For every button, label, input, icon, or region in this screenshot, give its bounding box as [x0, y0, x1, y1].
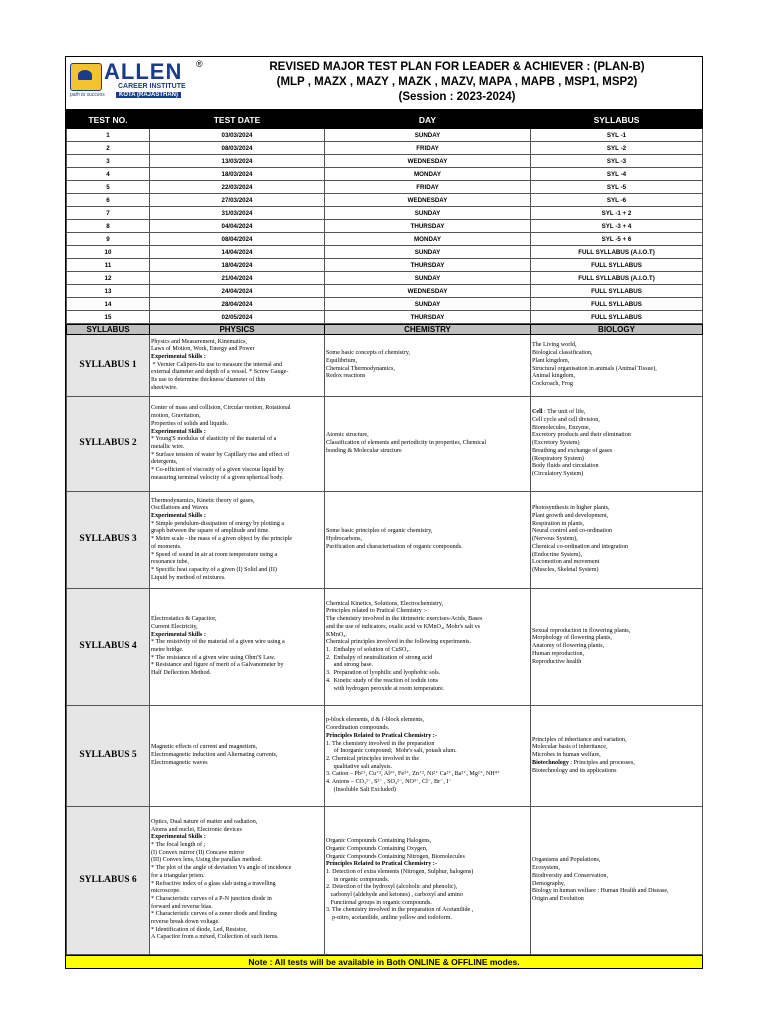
title-line-2: (MLP , MAZX , MAZY , MAZK , MAZV, MAPA , MAPB , MSP1, MSP2) — [276, 76, 638, 88]
schedule-cell: SYL -2 — [531, 142, 703, 155]
schedule-row — [67, 194, 703, 207]
chemistry-line: Chemical Kinetics, Solutions, Electrochemistry, — [326, 600, 444, 607]
biology-line: Principles of inheritance and variation, — [532, 736, 627, 743]
schedule-cell: 14 — [67, 298, 150, 311]
schedule-cell: 24/04/2024 — [150, 285, 325, 298]
schedule-cell: 02/05/2024 — [150, 311, 325, 324]
schedule-row — [67, 259, 703, 272]
logo-institute: CAREER INSTITUTE — [118, 83, 186, 90]
chemistry-line: Hydrocarbons, — [326, 536, 363, 543]
biology-cell — [531, 706, 703, 807]
syllabus-name: SYLLABUS 3 — [67, 492, 150, 589]
syllabus-row — [67, 492, 703, 589]
chemistry-cell — [325, 335, 531, 397]
biology-line: (Excretory System) — [532, 440, 580, 447]
chemistry-line: Classification of elements and periodicity in properties, Chemical — [326, 440, 487, 447]
physics-line: A Capacitor from a mixed, Collection of such items. — [151, 934, 279, 941]
schedule-row — [67, 207, 703, 220]
document-page — [65, 56, 703, 969]
physics-line: Magnetic effects of current and magnetism, — [151, 744, 258, 751]
biology-line: Origin and Evolution — [532, 895, 584, 902]
chemistry-line: Organic Compounds Containing Halogens, — [326, 838, 432, 845]
biology-line: Breathing and exchange of gases — [532, 447, 613, 454]
syllabus-name: SYLLABUS 4 — [67, 589, 150, 706]
physics-line: * Characteristic curves of a P-N junction diode in — [151, 895, 272, 902]
schedule-cell: MONDAY — [325, 168, 531, 181]
chemistry-line: 1. The chemistry involved in the preparation — [326, 740, 435, 747]
biology-line: (Circulatory System) — [532, 470, 584, 477]
physics-line: Experimental Skills : — [151, 353, 206, 360]
chemistry-line: Coordination compounds. — [326, 725, 390, 732]
test-schedule-table — [66, 110, 703, 324]
schedule-cell: 1 — [67, 129, 150, 142]
chemistry-line: qualitative salt analysis. — [326, 763, 393, 770]
chemistry-line: bonding & Molecular structure — [326, 447, 402, 454]
syllabus-row — [67, 397, 703, 492]
schedule-cell: SYL -5 — [531, 181, 703, 194]
schedule-cell: SUNDAY — [325, 207, 531, 220]
biology-line: Photosynthesis in higher plants, — [532, 505, 610, 512]
physics-line: * Simple pendulum-dissipation of energy by plotting a — [151, 520, 285, 527]
biology-line: Biotechnology and its applications — [532, 767, 617, 774]
syllabus-row — [67, 335, 703, 397]
physics-line: Half Deflection Method. — [151, 670, 212, 677]
biology-line: Cell cycle and cell division, — [532, 417, 600, 424]
physics-line: for a triangular prism. — [151, 872, 205, 879]
schedule-header-cell: SYLLABUS — [531, 111, 703, 129]
schedule-cell: SYL -6 — [531, 194, 703, 207]
chemistry-line: 4. Anions – CO₃²⁻, S²⁻ , SO₄²⁻, NO³⁻, Cl⁻, Br⁻, I⁻ — [326, 779, 452, 786]
biology-line: Biomolecules, Enzyme, — [532, 424, 591, 431]
chemistry-line: Organic Compounds Containing Oxygen, — [326, 845, 428, 852]
physics-cell — [150, 397, 325, 492]
schedule-cell: WEDNESDAY — [325, 155, 531, 168]
allen-emblem-icon — [70, 63, 102, 91]
biology-line: Body fluids and circulation — [532, 463, 599, 470]
syllabus-header-cell: CHEMISTRY — [325, 325, 531, 335]
physics-line: * The focal length of ; — [151, 841, 206, 848]
chemistry-line: Chemical Thermodynamics, — [326, 365, 395, 372]
schedule-cell: FRIDAY — [325, 142, 531, 155]
syllabus-name: SYLLABUS 2 — [67, 397, 150, 492]
physics-line: metre bridge. — [151, 647, 184, 653]
chemistry-line: 3. The chemistry involved in the preparation of Acetanilide , — [326, 907, 474, 914]
schedule-row — [67, 246, 703, 259]
physics-line: * The resistance of a given wire using Ohm'S Law. — [151, 654, 276, 661]
chemistry-line: Chemical principles involved in the following experiments. — [326, 639, 472, 646]
biology-line: The Living world, — [532, 342, 577, 349]
physics-line: Experimental Skills : — [151, 428, 206, 435]
schedule-cell: SUNDAY — [325, 272, 531, 285]
schedule-cell: FULL SYLLABUS — [531, 259, 703, 272]
chemistry-line: Atomic structure, — [326, 432, 369, 439]
document-header — [66, 57, 702, 110]
syllabus-table — [66, 324, 703, 955]
physics-cell — [150, 492, 325, 589]
schedule-row — [67, 233, 703, 246]
schedule-cell: 10 — [67, 246, 150, 259]
biology-line: Biological classification, — [532, 350, 593, 357]
physics-line: Experimental Skills : — [151, 834, 206, 841]
biology-line: Reproductive health — [532, 658, 582, 665]
physics-line: Electromagnetic waves — [151, 759, 208, 766]
schedule-row — [67, 311, 703, 324]
physics-line: * Resistance and figure of merit of a Galvanometer by — [151, 662, 284, 669]
biology-line: Morphology of flowering plants, — [532, 635, 612, 642]
schedule-cell: THURSDAY — [325, 220, 531, 233]
biology-line: Cockroach, Frog — [532, 380, 573, 387]
physics-line: reverse break down voltage. — [151, 919, 220, 926]
schedule-cell: WEDNESDAY — [325, 194, 531, 207]
schedule-cell: 13/03/2024 — [150, 155, 325, 168]
chemistry-cell — [325, 589, 531, 706]
logo-location: KOTA (RAJASTHAN) — [116, 92, 181, 98]
biology-cell — [531, 589, 703, 706]
schedule-cell: SUNDAY — [325, 129, 531, 142]
physics-line: sheet/wire. — [151, 384, 178, 391]
syllabus-body — [67, 335, 703, 955]
chemistry-line: 1. Enthalpy of solution of CuSO₄. — [326, 647, 411, 653]
chemistry-line: 3. Preparation of lyophilic and lyophobic sols. — [326, 670, 441, 677]
chemistry-line: The chemistry involved in the titrimetric exercises-Acids, Bases — [326, 616, 483, 623]
schedule-cell: SYL -4 — [531, 168, 703, 181]
chemistry-line: 2. Detection of the hydroxyl (alcoholic and phenolic), — [326, 884, 458, 891]
document-title — [216, 60, 698, 105]
chemistry-line: Some basic concepts of chemistry, — [326, 350, 411, 357]
physics-line: of moments. — [151, 543, 182, 550]
chemistry-line: Some basic principles of organic chemistry, — [326, 528, 433, 535]
physics-line: Oscillations and Waves — [151, 505, 208, 512]
schedule-cell: 11 — [67, 259, 150, 272]
physics-cell — [150, 335, 325, 397]
schedule-row — [67, 129, 703, 142]
schedule-row — [67, 142, 703, 155]
physics-line: external diameter and depth of a vessel. * Screw Gauge- — [151, 369, 289, 376]
chemistry-line: with hydrogen peroxide at room temperature. — [326, 685, 445, 692]
schedule-cell: 4 — [67, 168, 150, 181]
schedule-row — [67, 298, 703, 311]
chemistry-cell — [325, 397, 531, 492]
physics-line: resonance tube, — [151, 559, 189, 566]
schedule-cell: FULL SYLLABUS (A.I.O.T) — [531, 272, 703, 285]
physics-line: Thermodynamics, Kinetic theory of gases, — [151, 497, 255, 504]
physics-cell — [150, 589, 325, 706]
schedule-cell: 7 — [67, 207, 150, 220]
biology-line: (Respiratory System) — [532, 455, 584, 462]
biology-line: Molecular basis of inheritance, — [532, 744, 608, 751]
schedule-cell: 08/04/2024 — [150, 233, 325, 246]
biology-line: Plant growth and development, — [532, 513, 609, 520]
biology-line: Anatomy of flowering plants, — [532, 643, 605, 650]
title-line-1: REVISED MAJOR TEST PLAN FOR LEADER & ACHIEVER : (PLAN-B) — [269, 61, 645, 73]
schedule-row — [67, 181, 703, 194]
schedule-cell: MONDAY — [325, 233, 531, 246]
biology-line: Structural organisation in animals (Animal Tissue), — [532, 365, 657, 372]
schedule-cell: 2 — [67, 142, 150, 155]
biology-line: Locomotion and movement — [532, 559, 600, 566]
schedule-cell: 27/03/2024 — [150, 194, 325, 207]
chemistry-line: (Insoluble Salt Excluded) — [326, 786, 396, 793]
syllabus-header-cell: SYLLABUS — [67, 325, 150, 335]
chemistry-line: p-block elements, d & f-block elements, — [326, 717, 424, 724]
physics-line: Center of mass and collision, Circular motion, Rotational — [151, 405, 291, 412]
schedule-cell: FULL SYLLABUS — [531, 298, 703, 311]
biology-cell — [531, 807, 703, 955]
chemistry-line: Principles Related to Pratical Chemistry :- — [326, 861, 437, 868]
syllabus-header-cell: BIOLOGY — [531, 325, 703, 335]
chemistry-line: Principles Related to Pratical Chemistry :- — [326, 732, 437, 739]
syllabus-row — [67, 807, 703, 955]
biology-line: Biotechnology : Principles and processes, — [532, 759, 635, 766]
schedule-cell: 12 — [67, 272, 150, 285]
biology-line: (Muscles, Skeletal System) — [532, 566, 599, 573]
chemistry-line: Organic Compounds Containing Nitrogen, Biomolecules — [326, 853, 465, 860]
biology-line: (Endocrine System), — [532, 551, 583, 558]
chemistry-line: Equilibrium, — [326, 357, 357, 364]
schedule-cell: 14/04/2024 — [150, 246, 325, 259]
chemistry-line: 2. Chemical principles involved in the — [326, 756, 420, 762]
physics-line: * Metre scale - the mass of a given object by the principle — [151, 536, 293, 543]
biology-line: Cell : The unit of life, — [532, 409, 586, 416]
physics-line: Physics and Measurement, Kinematics, — [151, 338, 247, 345]
chemistry-line: 4. Kinetic study of the reaction of iodide ions — [326, 677, 439, 684]
chemistry-line: 3. Cation – Pb²⁺, Cu⁺², Al³⁺, Fe³⁺, Zn⁺², Ni²⁺ Ca²⁺, Ba²⁺, Mg²⁺, NH⁴⁺ — [326, 771, 501, 778]
schedule-cell: 5 — [67, 181, 150, 194]
schedule-cell: 6 — [67, 194, 150, 207]
schedule-header-cell: DAY — [325, 111, 531, 129]
schedule-cell: WEDNESDAY — [325, 285, 531, 298]
schedule-cell: SYL -3 + 4 — [531, 220, 703, 233]
syllabus-name: SYLLABUS 5 — [67, 706, 150, 807]
title-line-3: (Session : 2023-2024) — [398, 91, 516, 103]
biology-line: Biodiversity and Conservation, — [532, 872, 608, 879]
schedule-cell: FRIDAY — [325, 181, 531, 194]
biology-line: Neural control and co-ordination — [532, 528, 613, 535]
biology-line: Human reproduction, — [532, 650, 585, 657]
biology-cell — [531, 335, 703, 397]
physics-line: * Co-efficient of viscosity of a given viscous liquid by — [151, 467, 284, 474]
physics-line: graph between the square of amplitude and time. — [151, 528, 270, 535]
schedule-cell: SYL -1 — [531, 129, 703, 142]
biology-line: Organisms and Populations, — [532, 857, 601, 864]
physics-line: * Young'S modulus of elasticity of the material of a — [151, 436, 277, 443]
schedule-cell: 22/03/2024 — [150, 181, 325, 194]
schedule-header-row — [67, 111, 703, 129]
logo-registered-mark: ® — [196, 59, 203, 69]
schedule-cell: FULL SYLLABUS — [531, 285, 703, 298]
physics-line: Its use to determine thickness/ diameter of thin — [151, 377, 266, 384]
schedule-row — [67, 220, 703, 233]
schedule-cell: FULL SYLLABUS (A.I.O.T) — [531, 246, 703, 259]
physics-line: (III) Convex lens, Using the parallax method. — [151, 857, 263, 864]
chemistry-line: Purification and characterisation of organic compounds. — [326, 543, 463, 550]
chemistry-line: KMnO₄. — [326, 631, 347, 638]
biology-line: Animal kingdom, — [532, 373, 575, 380]
physics-line: Experimental Skills : — [151, 631, 206, 638]
biology-cell — [531, 492, 703, 589]
chemistry-line: 2. Enthalpy of neutralization of strong acid — [326, 654, 433, 661]
physics-line: Liquid by method of mixtures. — [151, 574, 226, 581]
physics-line: measuring terminal velocity of a given spherical body. — [151, 474, 284, 481]
biology-line: Microbes in human welfare, — [532, 752, 601, 759]
physics-line: Atoms and nuclei, Electronic devices — [151, 826, 242, 833]
physics-cell — [150, 807, 325, 955]
chemistry-line: p-nitro, acetanilide, aniline yellow and iodoform. — [326, 915, 452, 922]
syllabus-name: SYLLABUS 6 — [67, 807, 150, 955]
physics-line: (I) Convex mirror (II) Concave mirror — [151, 849, 245, 856]
schedule-cell: 18/03/2024 — [150, 168, 325, 181]
schedule-header-cell: TEST NO. — [67, 111, 150, 129]
biology-cell — [531, 397, 703, 492]
chemistry-line: Functional groups in organic compounds. — [326, 899, 432, 906]
biology-line: Biology in human welfare : Human Health and Disease, — [532, 888, 669, 895]
biology-line: Sexual reproduction in flowering plants, — [532, 627, 631, 634]
chemistry-cell — [325, 807, 531, 955]
schedule-cell: THURSDAY — [325, 311, 531, 324]
syllabus-row — [67, 589, 703, 706]
physics-line: * The plot of the angle of deviation Vs angle of incidence — [151, 865, 292, 872]
schedule-cell: 3 — [67, 155, 150, 168]
chemistry-line: Principles related to Pratical Chemistry :- — [326, 608, 428, 615]
physics-line: * Vernier Calipers-Its use to measure the internal and — [151, 361, 283, 368]
physics-line: Properties of solids and liquids. — [151, 420, 229, 427]
physics-line: * Surface tension of water by Capillary rise and effect of — [151, 451, 290, 458]
physics-line: forward and reverse bias. — [151, 903, 213, 910]
biology-line: Excretory products and their elimination — [532, 432, 631, 439]
physics-line: * Speed of sound in air at room temperature using a — [151, 551, 278, 558]
biology-line: Respiration in plants, — [532, 520, 584, 527]
physics-line: metallic wire. — [151, 444, 185, 450]
schedule-row — [67, 272, 703, 285]
syllabus-row — [67, 706, 703, 807]
schedule-cell: 04/04/2024 — [150, 220, 325, 233]
schedule-cell: 9 — [67, 233, 150, 246]
biology-line: Ecosystem, — [532, 865, 560, 872]
schedule-cell: 15 — [67, 311, 150, 324]
schedule-cell: 28/04/2024 — [150, 298, 325, 311]
physics-cell — [150, 706, 325, 807]
physics-line: * The resistivity of the material of a given wire using a — [151, 639, 285, 646]
schedule-cell: SYL -5 + 6 — [531, 233, 703, 246]
schedule-cell: 13 — [67, 285, 150, 298]
biology-line: Demography, — [532, 880, 565, 887]
schedule-row — [67, 155, 703, 168]
syllabus-header-cell: PHYSICS — [150, 325, 325, 335]
physics-line: Optics, Dual nature of matter and radiation, — [151, 818, 258, 825]
chemistry-line: carbonyl (aldehyde and ketones) , carboxyl and amino — [326, 892, 463, 899]
physics-line: Laws of Motion, Work, Energy and Power — [151, 346, 255, 353]
physics-line: * Identification of diode, Led, Resistor, — [151, 926, 247, 933]
logo-tagline: path to success — [70, 92, 105, 98]
chemistry-line: and strong base. — [326, 662, 374, 669]
schedule-cell: SUNDAY — [325, 246, 531, 259]
physics-line: microscope. — [151, 888, 181, 895]
logo-name: ALLEN — [104, 59, 183, 84]
physics-line: motion, Gravitation, — [151, 413, 201, 420]
biology-line: (Nervous System), — [532, 536, 578, 543]
schedule-cell: THURSDAY — [325, 259, 531, 272]
allen-logo — [68, 59, 208, 107]
physics-line: * Characteristic curves of a zener diode and finding — [151, 911, 277, 918]
biology-line: Plant kingdom, — [532, 357, 570, 364]
schedule-cell: 03/03/2024 — [150, 129, 325, 142]
biology-line: Chemical co-ordination and integration — [532, 543, 628, 550]
schedule-cell: SYL -1 + 2 — [531, 207, 703, 220]
schedule-cell: 31/03/2024 — [150, 207, 325, 220]
schedule-cell: 21/04/2024 — [150, 272, 325, 285]
schedule-body — [67, 129, 703, 324]
physics-line: Experimental Skills : — [151, 513, 206, 520]
chemistry-line: Redox reactions — [326, 373, 366, 380]
schedule-header-cell: TEST DATE — [150, 111, 325, 129]
physics-line: Electrostatics & Capacitor, — [151, 616, 217, 623]
physics-line: Current Electricity, — [151, 623, 198, 630]
physics-line: detergents, — [151, 459, 178, 466]
schedule-cell: FULL SYLLABUS — [531, 311, 703, 324]
syllabus-name: SYLLABUS 1 — [67, 335, 150, 397]
schedule-cell: SYL -3 — [531, 155, 703, 168]
chemistry-line: and the use of indicators, oxalic acid vs KMnO₄, Mohr's salt vs — [326, 623, 481, 630]
chemistry-line: 1. Detection of extra elements (Nitrogen, Sulphur, halogens) — [326, 868, 474, 875]
schedule-cell: 08/03/2024 — [150, 142, 325, 155]
chemistry-line: of Inorganic compound; Mohr's salt, potash alum. — [326, 748, 457, 755]
schedule-cell: SUNDAY — [325, 298, 531, 311]
chemistry-line: in organic compounds. — [326, 876, 390, 883]
note-bar: Note : All tests will be available in Both ONLINE & OFFLINE modes. — [66, 955, 702, 968]
schedule-cell: 18/04/2024 — [150, 259, 325, 272]
schedule-row — [67, 168, 703, 181]
chemistry-cell — [325, 492, 531, 589]
chemistry-cell — [325, 706, 531, 807]
physics-line: Electromagnetic induction and Alternating currents, — [151, 752, 278, 759]
physics-line: * Refractive index of a glass slab using a travelling — [151, 880, 276, 887]
schedule-cell: 8 — [67, 220, 150, 233]
physics-line: * Specific heat capacity of a given (I) Solid and (II) — [151, 566, 277, 573]
schedule-row — [67, 285, 703, 298]
syllabus-header-row — [67, 325, 703, 335]
